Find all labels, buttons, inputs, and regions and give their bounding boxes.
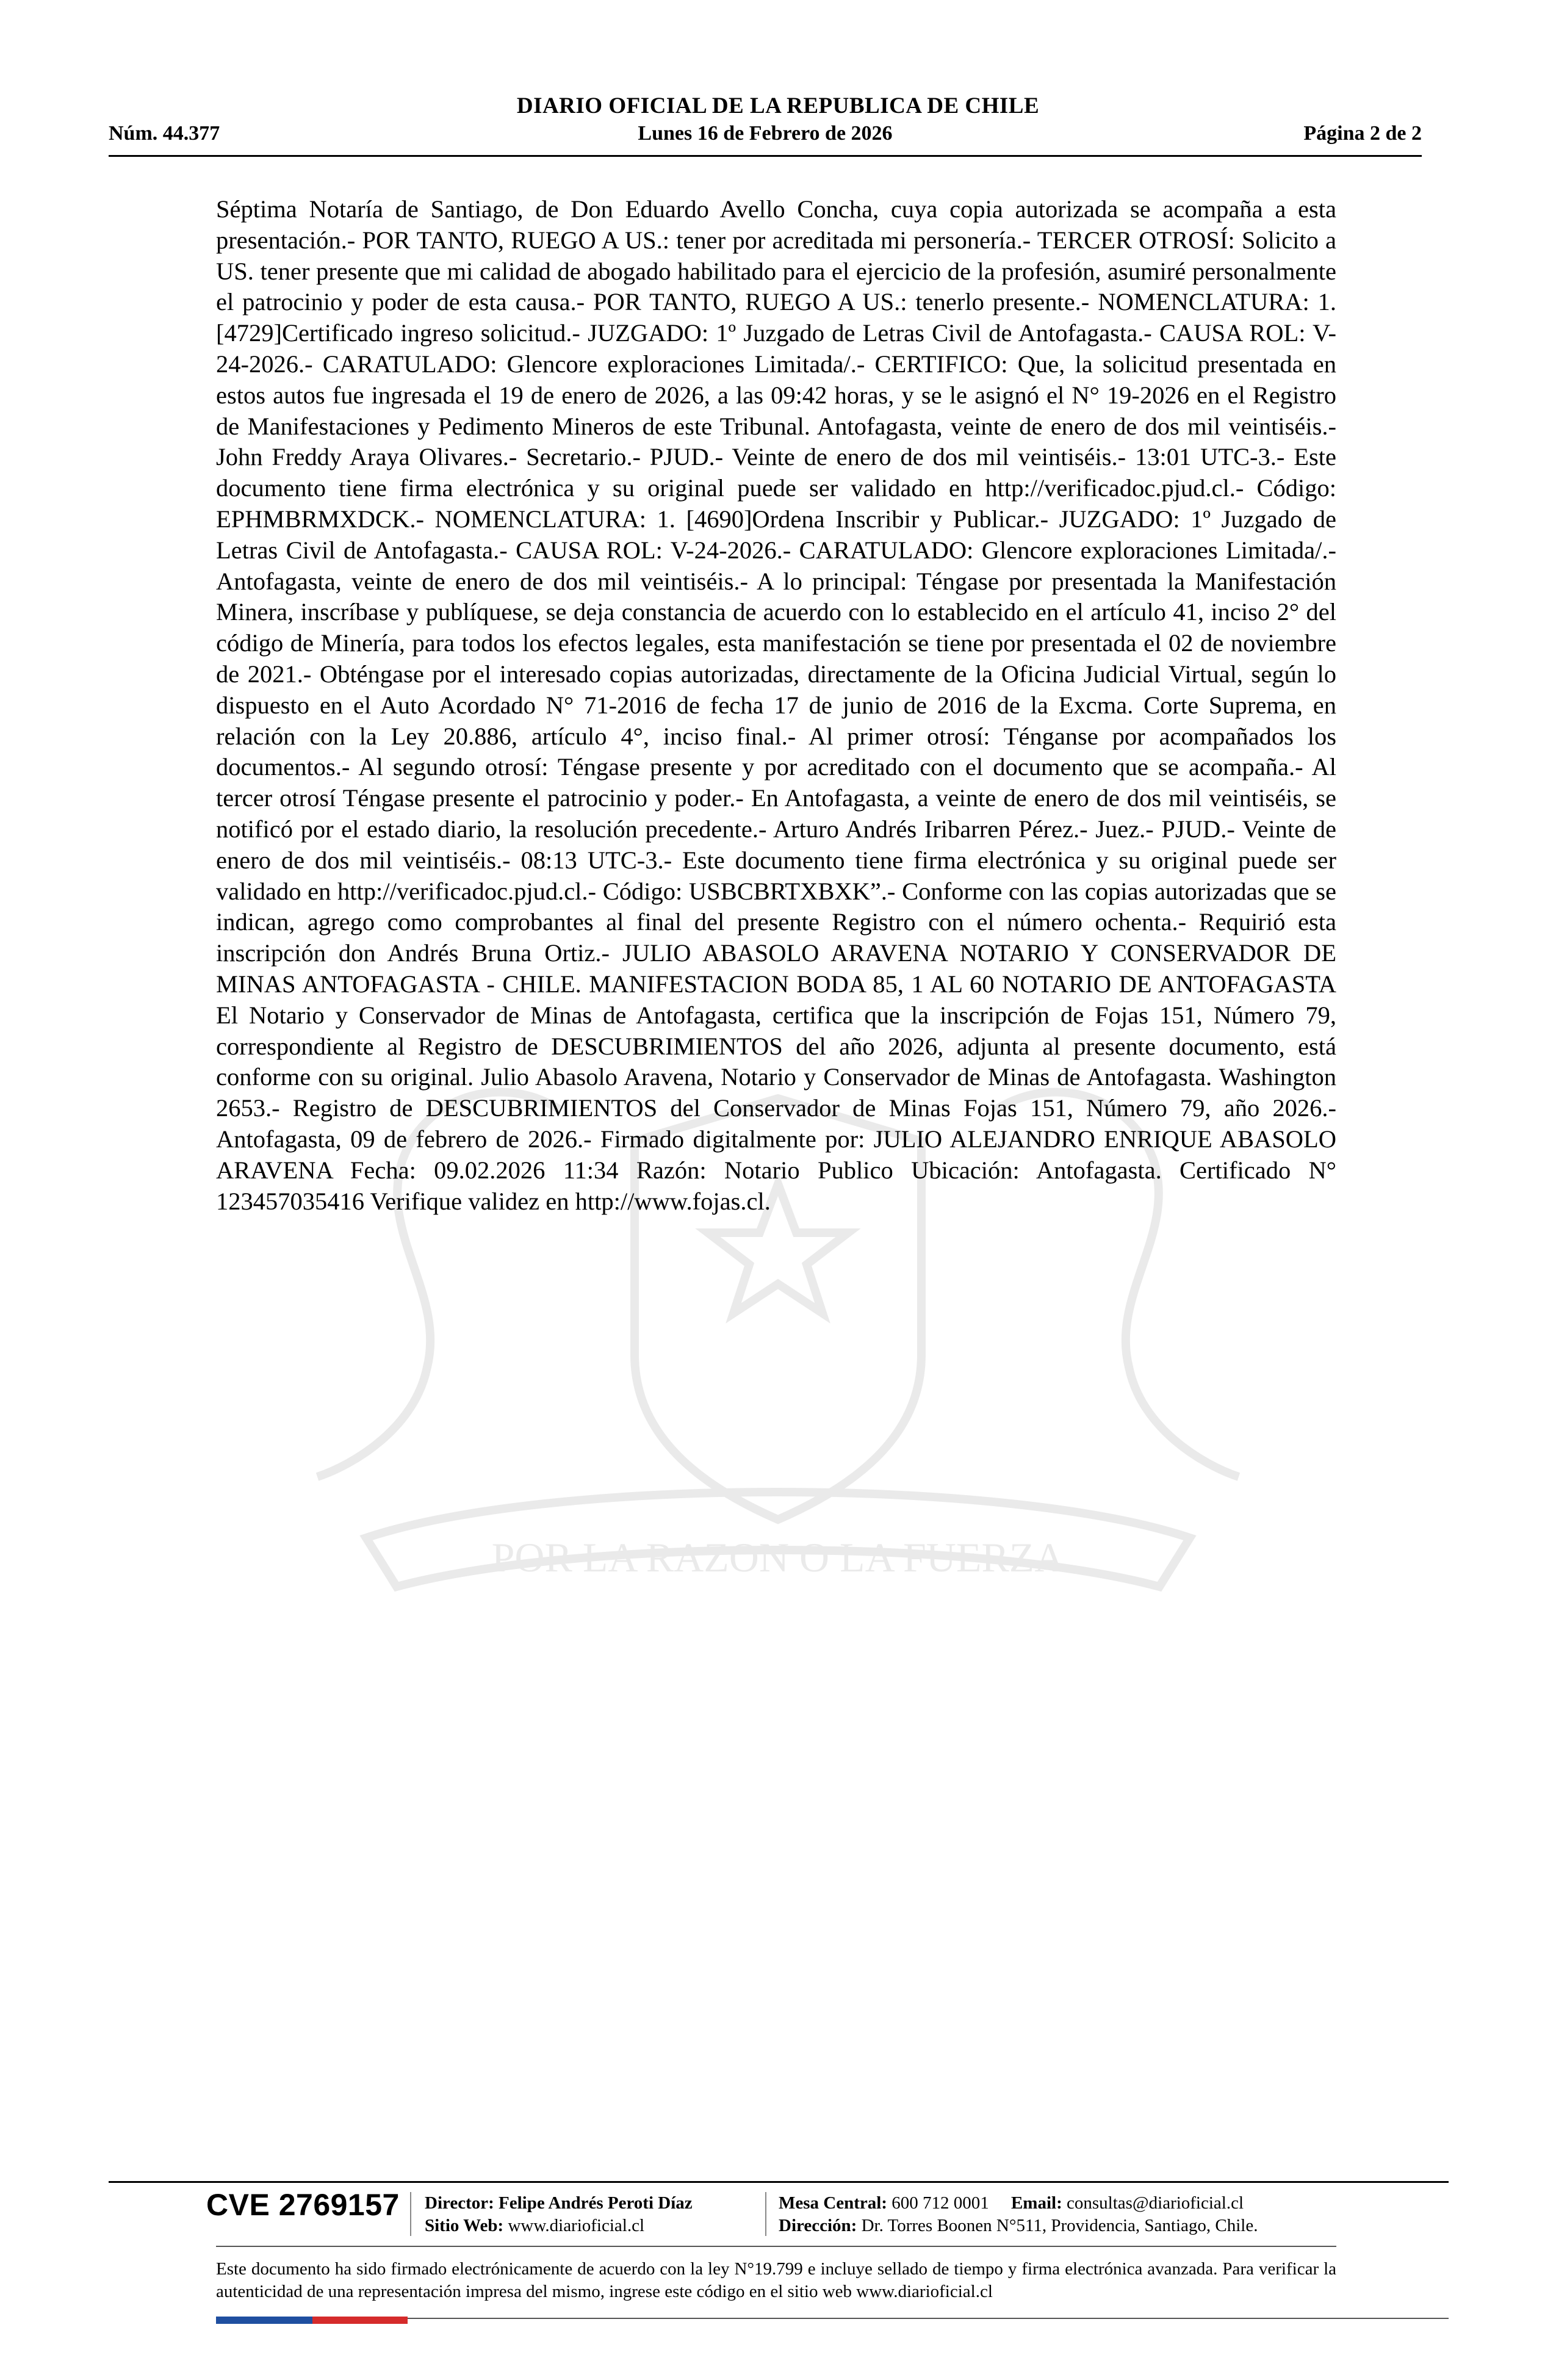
flag-stripe-blue <box>216 2317 312 2324</box>
page-indicator: Página 2 de 2 <box>1303 122 1422 145</box>
footer-divider-top <box>109 2181 1449 2183</box>
address-value: Dr. Torres Boonen N°511, Providencia, Santiago, Chile. <box>861 2216 1258 2235</box>
address-label: Dirección: <box>779 2216 857 2235</box>
website-link[interactable]: www.diarioficial.cl <box>508 2216 645 2235</box>
director-name: Felipe Andrés Peroti Díaz <box>499 2193 693 2213</box>
director-label: Director: <box>425 2193 494 2213</box>
footer-contact-block <box>779 2192 1258 2237</box>
central-phone: 600 712 0001 <box>891 2193 989 2213</box>
cve-code: CVE 2769157 <box>206 2188 400 2222</box>
footer-divider-mid <box>216 2246 1336 2247</box>
website-label: Sitio Web: <box>425 2216 504 2235</box>
issue-date: Lunes 16 de Febrero de 2026 <box>638 122 893 145</box>
newspaper-title: DIARIO OFICIAL DE LA REPUBLICA DE CHILE <box>516 93 1040 118</box>
signature-note: Este documento ha sido firmado electrónicamente de acuerdo con la ley N°19.799 e incluye sellado de tiempo y firma electrónica avanzada. Para verificar la autenticidad de una representación impresa del mismo, ingrese este código en el sitio web www.diarioficial.cl <box>216 2259 1336 2301</box>
footer-separator <box>765 2192 766 2236</box>
document-body: Séptima Notaría de Santiago, de Don Eduardo Avello Concha, cuya copia autorizada se acompaña a esta presentación.- POR TANTO, RUEGO A US.: tener por acreditada mi personería.- TERCER OTROSÍ: Solicito a US. tener presente que mi calidad de abogado habilitado para el ejercicio de la profesión, asumiré personalmente el patrocinio y poder de esta causa.- POR TANTO, RUEGO A US.: tenerlo presente.- NOMENCLATURA: 1. [4729]Certificado ingreso solicitud.- JUZGADO: 1º Juzgado de Letras Civil de Antofagasta.- CAUSA ROL: V-24-2026.- CARATULADO: Glencore exploraciones Limitada/.- CERTIFICO: Que, la solicitud presentada en estos autos fue ingresada el 19 de enero de 2026, a las 09:42 horas, y se le asignó el N° 19-2026 en el Registro de Manifestaciones y Pedimento Mineros de este Tribunal. Antofagasta, veinte de enero de dos mil veintiséis.- John Freddy Araya Olivares.- Secretario.- PJUD.- Veinte de enero de dos mil veintiséis.- 13:01 UTC-3.- Este documento tiene firma electrónica y su original puede ser validado en http://verificadoc.pjud.cl.- Código: EPHMBRMXDCK.- NOMENCLATURA: 1. [4690]Ordena Inscribir y Publicar.- JUZGADO: 1º Juzgado de Letras Civil de Antofagasta.- CAUSA ROL: V-24-2026.- CARATULADO: Glencore exploraciones Limitada/.- Antofagasta, veinte de enero de dos mil veintiséis.- A lo principal: Téngase por presentada la Manifestación Minera, inscríbase y publíquese, se deja constancia de acuerdo con lo establecido en el artículo 41, inciso 2° del código de Minería, para todos los efectos legales, esta manifestación se tiene por presentada el 02 de noviembre de 2021.- Obténgase por el interesado copias autorizadas, directamente de la Oficina Judicial Virtual, según lo dispuesto en el Auto Acordado N° 71-2016 de fecha 17 de junio de 2016 de la Excma. Corte Suprema, en relación con la Ley 20.886, artículo 4°, inciso final.- Al primer otrosí: Ténganse por acompañados los documentos.- Al segundo otrosí: Téngase presente y por acreditado con el documento que se acompaña.- Al tercer otrosí Téngase presente el patrocinio y poder.- En Antofagasta, a veinte de enero de dos mil veintiséis, se notificó por el estado diario, la resolución precedente.- Arturo Andrés Iribarren Pérez.- Juez.- PJUD.- Veinte de enero de dos mil veintiséis.- 08:13 UTC-3.- Este documento tiene firma electrónica y su original puede ser validado en http://verificadoc.pjud.cl.- Código: USBCBRTXBXK”.- Conforme con las copias autorizadas que se indican, agrego como comprobantes al final del presente Registro con el número ochenta.- Requirió esta inscripción don Andrés Bruna Ortiz.- JULIO ABASOLO ARAVENA NOTARIO Y CONSERVADOR DE MINAS ANTOFAGASTA - CHILE. MANIFESTACION BODA 85, 1 AL 60 NOTARIO DE ANTOFAGASTA El Notario y Conservador de Minas de Antofagasta, certifica que la inscripción de Fojas 151, Número 79, correspondiente al Registro de DESCUBRIMIENTOS del año 2026, adjunta al presente documento, está conforme con su original. Julio Abasolo Aravena, Notario y Conservador de Minas de Antofagasta. Washington 2653.- Registro de DESCUBRIMIENTOS del Conservador de Minas Fojas 151, Número 79, año 2026.- Antofagasta, 09 de febrero de 2026.- Firmado digitalmente por: JULIO ALEJANDRO ENRIQUE ABASOLO ARAVENA Fecha: 09.02.2026 11:34 Razón: Notario Publico Ubicación: Antofagasta. Certificado N° 123457035416 Verifique validez en http://www.fojas.cl. <box>216 195 1336 1215</box>
footer-director-block <box>425 2192 693 2237</box>
central-label: Mesa Central: <box>779 2193 887 2213</box>
header-divider <box>109 155 1422 157</box>
issue-number: Núm. 44.377 <box>109 122 220 145</box>
email-label: Email: <box>1010 2193 1062 2213</box>
flag-stripe-red <box>312 2317 408 2324</box>
footer-separator <box>410 2192 411 2236</box>
email-link[interactable]: consultas@diarioficial.cl <box>1067 2193 1244 2213</box>
watermark-motto: POR LA RAZON O LA FUERZA <box>491 1534 1065 1581</box>
